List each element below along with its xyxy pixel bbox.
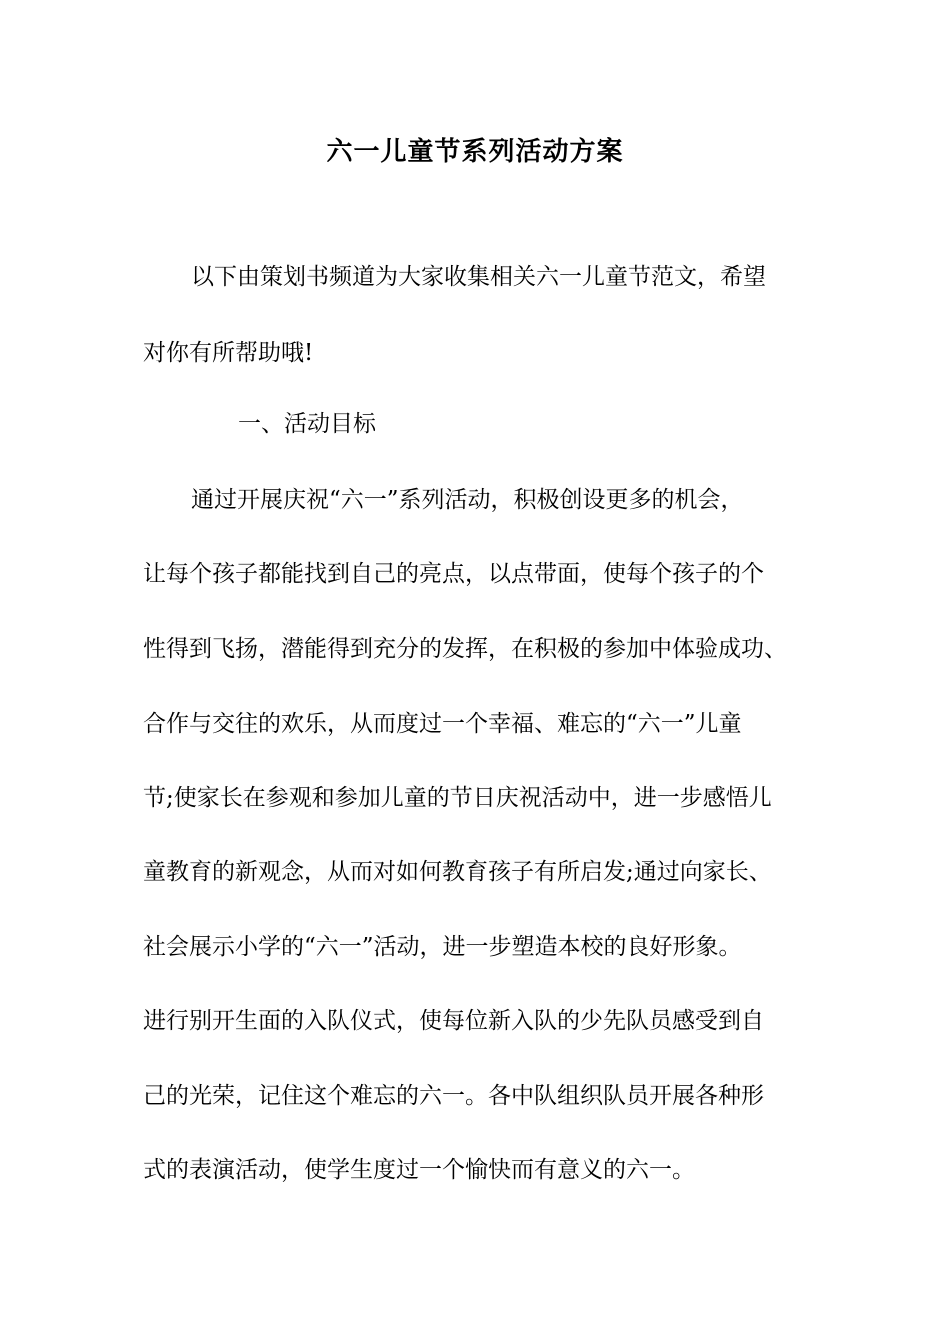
paragraph-line-8: 进行别开生面的入队仪式，使每位新入队的少先队员感受到自	[143, 1008, 764, 1034]
intro-line-2: 对你有所帮助哦!	[143, 340, 314, 366]
paragraph-line-6: 童教育的新观念，从而对如何教育孩子有所启发;通过向家长、	[143, 859, 772, 885]
intro-line-1: 以下由策划书频道为大家收集相关六一儿童节范文，希望	[191, 264, 766, 290]
paragraph-line-9: 己的光荣，记住这个难忘的六一。各中队组织队员开展各种形	[143, 1083, 764, 1109]
paragraph-line-7: 社会展示小学的“六一”活动，进一步塑造本校的良好形象。	[143, 934, 742, 960]
paragraph-line-1: 通过开展庆祝“六一”系列活动，积极创设更多的机会，	[191, 487, 744, 513]
paragraph-line-2: 让每个孩子都能找到自己的亮点，以点带面，使每个孩子的个	[143, 561, 764, 587]
paragraph-line-4: 合作与交往的欢乐，从而度过一个幸福、难忘的“六一”儿童	[143, 711, 742, 737]
paragraph-line-10: 式的表演活动，使学生度过一个愉快而有意义的六一。	[143, 1157, 695, 1183]
paragraph-line-5: 节;使家长在参观和参加儿童的节日庆祝活动中，进一步感悟儿	[143, 785, 772, 811]
section-heading: 一、活动目标	[238, 411, 376, 437]
paragraph-line-3: 性得到飞扬，潜能得到充分的发挥，在积极的参加中体验成功、	[143, 636, 787, 662]
document-title: 六一儿童节系列活动方案	[326, 137, 624, 167]
